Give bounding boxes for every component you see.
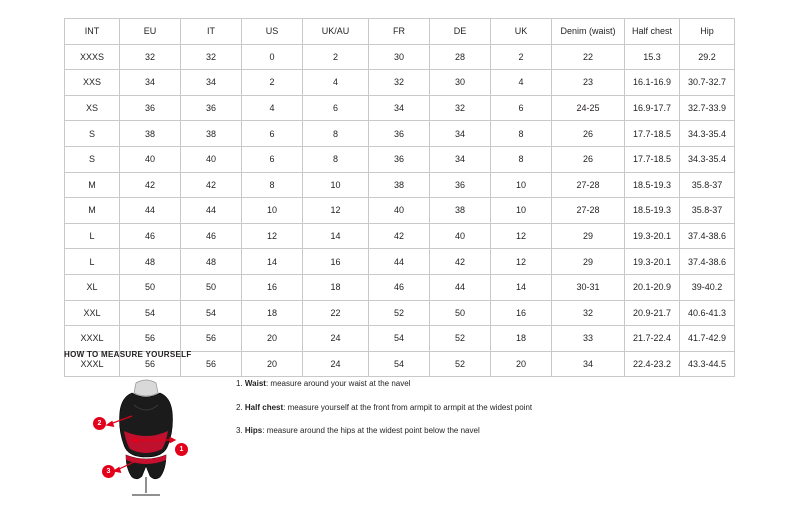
cell-hip: 37.4-38.6 bbox=[680, 223, 735, 249]
cell-uk-au: 24 bbox=[303, 326, 369, 352]
cell-fr: 42 bbox=[369, 223, 430, 249]
step-text: : measure around your waist at the navel bbox=[265, 379, 411, 388]
table-header bbox=[65, 19, 735, 45]
cell-it: 32 bbox=[181, 44, 242, 70]
cell-half-chest: 16.9-17.7 bbox=[625, 95, 680, 121]
size-chart-table bbox=[64, 18, 735, 377]
column-header-eu: EU bbox=[120, 19, 181, 45]
cell-fr: 54 bbox=[369, 351, 430, 377]
column-header-hip: Hip bbox=[680, 19, 735, 45]
cell-de: 52 bbox=[430, 326, 491, 352]
cell-eu: 32 bbox=[120, 44, 181, 70]
how-to-measure-body bbox=[64, 369, 744, 499]
cell-de: 32 bbox=[430, 95, 491, 121]
table-row bbox=[65, 121, 735, 147]
figure-bullet-2: 2 bbox=[93, 417, 106, 430]
column-header-uk: UK bbox=[491, 19, 552, 45]
column-header-half-chest: Half chest bbox=[625, 19, 680, 45]
cell-denim-waist: 24-25 bbox=[552, 95, 625, 121]
cell-int: XXL bbox=[65, 300, 120, 326]
size-chart-container bbox=[64, 18, 734, 377]
cell-half-chest: 19.3-20.1 bbox=[625, 223, 680, 249]
cell-half-chest: 20.9-21.7 bbox=[625, 300, 680, 326]
cell-uk: 2 bbox=[491, 44, 552, 70]
step-text: : measure around the hips at the widest point below the navel bbox=[262, 426, 480, 436]
cell-hip: 32.7-33.9 bbox=[680, 95, 735, 121]
cell-hip: 39-40.2 bbox=[680, 274, 735, 300]
cell-half-chest: 16.1-16.9 bbox=[625, 70, 680, 96]
cell-de: 28 bbox=[430, 44, 491, 70]
cell-eu: 36 bbox=[120, 95, 181, 121]
cell-de: 52 bbox=[430, 351, 491, 377]
cell-us: 14 bbox=[242, 249, 303, 275]
cell-hip: 40.6-41.3 bbox=[680, 300, 735, 326]
cell-uk-au: 6 bbox=[303, 95, 369, 121]
column-header-de: DE bbox=[430, 19, 491, 45]
cell-uk-au: 8 bbox=[303, 121, 369, 147]
cell-it: 56 bbox=[181, 351, 242, 377]
cell-int: XS bbox=[65, 95, 120, 121]
cell-half-chest: 21.7-22.4 bbox=[625, 326, 680, 352]
cell-uk: 6 bbox=[491, 95, 552, 121]
measure-steps-list bbox=[236, 369, 532, 450]
table-row bbox=[65, 223, 735, 249]
cell-half-chest: 18.5-19.3 bbox=[625, 172, 680, 198]
table-header-row bbox=[65, 19, 735, 45]
cell-eu: 46 bbox=[120, 223, 181, 249]
cell-it: 42 bbox=[181, 172, 242, 198]
measure-step-waist bbox=[236, 379, 532, 389]
cell-uk-au: 12 bbox=[303, 198, 369, 224]
cell-it: 38 bbox=[181, 121, 242, 147]
cell-eu: 38 bbox=[120, 121, 181, 147]
cell-us: 12 bbox=[242, 223, 303, 249]
figure-bullet-3: 3 bbox=[102, 465, 115, 478]
cell-us: 18 bbox=[242, 300, 303, 326]
cell-fr: 36 bbox=[369, 146, 430, 172]
column-header-int: INT bbox=[65, 19, 120, 45]
cell-hip: 43.3-44.5 bbox=[680, 351, 735, 377]
step-term: Hips bbox=[244, 426, 263, 436]
cell-fr: 44 bbox=[369, 249, 430, 275]
cell-hip: 34.3-35.4 bbox=[680, 121, 735, 147]
mannequin-illustration bbox=[64, 369, 214, 499]
column-header-fr: FR bbox=[369, 19, 430, 45]
cell-denim-waist: 29 bbox=[552, 249, 625, 275]
cell-uk-au: 24 bbox=[303, 351, 369, 377]
cell-denim-waist: 30-31 bbox=[552, 274, 625, 300]
cell-it: 50 bbox=[181, 274, 242, 300]
cell-uk-au: 8 bbox=[303, 146, 369, 172]
step-number: 2. bbox=[236, 402, 243, 412]
cell-de: 50 bbox=[430, 300, 491, 326]
table-row bbox=[65, 95, 735, 121]
mannequin-figure bbox=[64, 369, 214, 499]
cell-fr: 38 bbox=[369, 172, 430, 198]
cell-half-chest: 20.1-20.9 bbox=[625, 274, 680, 300]
cell-fr: 46 bbox=[369, 274, 430, 300]
cell-fr: 40 bbox=[369, 198, 430, 224]
cell-us: 8 bbox=[242, 172, 303, 198]
step-term: Half chest bbox=[244, 402, 284, 412]
cell-eu: 56 bbox=[120, 326, 181, 352]
cell-uk: 12 bbox=[491, 249, 552, 275]
cell-fr: 30 bbox=[369, 44, 430, 70]
cell-us: 6 bbox=[242, 121, 303, 147]
cell-it: 40 bbox=[181, 146, 242, 172]
cell-it: 34 bbox=[181, 70, 242, 96]
cell-uk-au: 4 bbox=[303, 70, 369, 96]
cell-eu: 42 bbox=[120, 172, 181, 198]
cell-denim-waist: 34 bbox=[552, 351, 625, 377]
cell-eu: 50 bbox=[120, 274, 181, 300]
column-header-it: IT bbox=[181, 19, 242, 45]
cell-denim-waist: 23 bbox=[552, 70, 625, 96]
table-row bbox=[65, 326, 735, 352]
cell-uk: 4 bbox=[491, 70, 552, 96]
cell-fr: 32 bbox=[369, 70, 430, 96]
cell-half-chest: 17.7-18.5 bbox=[625, 121, 680, 147]
step-text: : measure yourself at the front from armpit to armpit at the widest point bbox=[283, 402, 533, 412]
cell-eu: 56 bbox=[120, 351, 181, 377]
table-body bbox=[65, 44, 735, 377]
table-row bbox=[65, 70, 735, 96]
cell-fr: 52 bbox=[369, 300, 430, 326]
cell-uk: 20 bbox=[491, 351, 552, 377]
table-row bbox=[65, 44, 735, 70]
cell-uk: 12 bbox=[491, 223, 552, 249]
cell-uk: 8 bbox=[491, 146, 552, 172]
cell-de: 38 bbox=[430, 198, 491, 224]
table-row bbox=[65, 274, 735, 300]
cell-half-chest: 19.3-20.1 bbox=[625, 249, 680, 275]
cell-hip: 37.4-38.6 bbox=[680, 249, 735, 275]
column-header-denim-waist: Denim (waist) bbox=[552, 19, 625, 45]
step-term: Waist bbox=[244, 379, 266, 388]
cell-uk: 16 bbox=[491, 300, 552, 326]
cell-uk: 14 bbox=[491, 274, 552, 300]
cell-de: 40 bbox=[430, 223, 491, 249]
table-row bbox=[65, 300, 735, 326]
cell-half-chest: 17.7-18.5 bbox=[625, 146, 680, 172]
cell-eu: 34 bbox=[120, 70, 181, 96]
how-to-measure-section bbox=[64, 350, 744, 499]
cell-half-chest: 18.5-19.3 bbox=[625, 198, 680, 224]
cell-de: 42 bbox=[430, 249, 491, 275]
cell-eu: 54 bbox=[120, 300, 181, 326]
cell-int: L bbox=[65, 249, 120, 275]
column-header-uk-au: UK/AU bbox=[303, 19, 369, 45]
cell-denim-waist: 27-28 bbox=[552, 198, 625, 224]
cell-de: 34 bbox=[430, 121, 491, 147]
cell-hip: 30.7-32.7 bbox=[680, 70, 735, 96]
table-row bbox=[65, 172, 735, 198]
cell-uk-au: 22 bbox=[303, 300, 369, 326]
cell-uk: 10 bbox=[491, 172, 552, 198]
cell-int: M bbox=[65, 172, 120, 198]
cell-uk-au: 16 bbox=[303, 249, 369, 275]
cell-it: 46 bbox=[181, 223, 242, 249]
cell-fr: 54 bbox=[369, 326, 430, 352]
cell-half-chest: 22.4-23.2 bbox=[625, 351, 680, 377]
cell-uk: 8 bbox=[491, 121, 552, 147]
cell-it: 54 bbox=[181, 300, 242, 326]
step-number: 3. bbox=[236, 426, 243, 436]
cell-uk-au: 18 bbox=[303, 274, 369, 300]
cell-int: S bbox=[65, 146, 120, 172]
cell-fr: 36 bbox=[369, 121, 430, 147]
cell-denim-waist: 26 bbox=[552, 146, 625, 172]
cell-int: L bbox=[65, 223, 120, 249]
cell-de: 30 bbox=[430, 70, 491, 96]
cell-int: XL bbox=[65, 274, 120, 300]
step-number: 1. bbox=[236, 379, 243, 388]
cell-it: 36 bbox=[181, 95, 242, 121]
cell-denim-waist: 27-28 bbox=[552, 172, 625, 198]
cell-uk-au: 2 bbox=[303, 44, 369, 70]
cell-it: 44 bbox=[181, 198, 242, 224]
cell-de: 44 bbox=[430, 274, 491, 300]
cell-int: XXXL bbox=[65, 326, 120, 352]
cell-denim-waist: 29 bbox=[552, 223, 625, 249]
cell-int: XXXS bbox=[65, 44, 120, 70]
measure-step-hips bbox=[236, 426, 532, 436]
cell-denim-waist: 32 bbox=[552, 300, 625, 326]
cell-denim-waist: 26 bbox=[552, 121, 625, 147]
cell-us: 16 bbox=[242, 274, 303, 300]
cell-us: 20 bbox=[242, 326, 303, 352]
cell-denim-waist: 22 bbox=[552, 44, 625, 70]
cell-hip: 35.8-37 bbox=[680, 198, 735, 224]
cell-us: 6 bbox=[242, 146, 303, 172]
table-row bbox=[65, 249, 735, 275]
measure-step-half-chest bbox=[236, 403, 532, 413]
cell-eu: 44 bbox=[120, 198, 181, 224]
cell-it: 48 bbox=[181, 249, 242, 275]
cell-us: 10 bbox=[242, 198, 303, 224]
cell-eu: 40 bbox=[120, 146, 181, 172]
table-row bbox=[65, 198, 735, 224]
cell-int: XXXL bbox=[65, 351, 120, 377]
cell-hip: 41.7-42.9 bbox=[680, 326, 735, 352]
cell-int: M bbox=[65, 198, 120, 224]
cell-us: 2 bbox=[242, 70, 303, 96]
cell-eu: 48 bbox=[120, 249, 181, 275]
cell-int: XXS bbox=[65, 70, 120, 96]
cell-hip: 34.3-35.4 bbox=[680, 146, 735, 172]
cell-uk-au: 10 bbox=[303, 172, 369, 198]
cell-de: 36 bbox=[430, 172, 491, 198]
column-header-us: US bbox=[242, 19, 303, 45]
cell-fr: 34 bbox=[369, 95, 430, 121]
cell-uk: 18 bbox=[491, 326, 552, 352]
cell-hip: 35.8-37 bbox=[680, 172, 735, 198]
cell-us: 4 bbox=[242, 95, 303, 121]
cell-denim-waist: 33 bbox=[552, 326, 625, 352]
cell-half-chest: 15.3 bbox=[625, 44, 680, 70]
cell-int: S bbox=[65, 121, 120, 147]
cell-uk: 10 bbox=[491, 198, 552, 224]
table-row bbox=[65, 146, 735, 172]
cell-uk-au: 14 bbox=[303, 223, 369, 249]
how-to-measure-title: HOW TO MEASURE YOURSELF bbox=[64, 350, 192, 359]
cell-us: 20 bbox=[242, 351, 303, 377]
cell-hip: 29.2 bbox=[680, 44, 735, 70]
cell-us: 0 bbox=[242, 44, 303, 70]
cell-it: 56 bbox=[181, 326, 242, 352]
cell-de: 34 bbox=[430, 146, 491, 172]
figure-bullet-1: 1 bbox=[175, 443, 188, 456]
